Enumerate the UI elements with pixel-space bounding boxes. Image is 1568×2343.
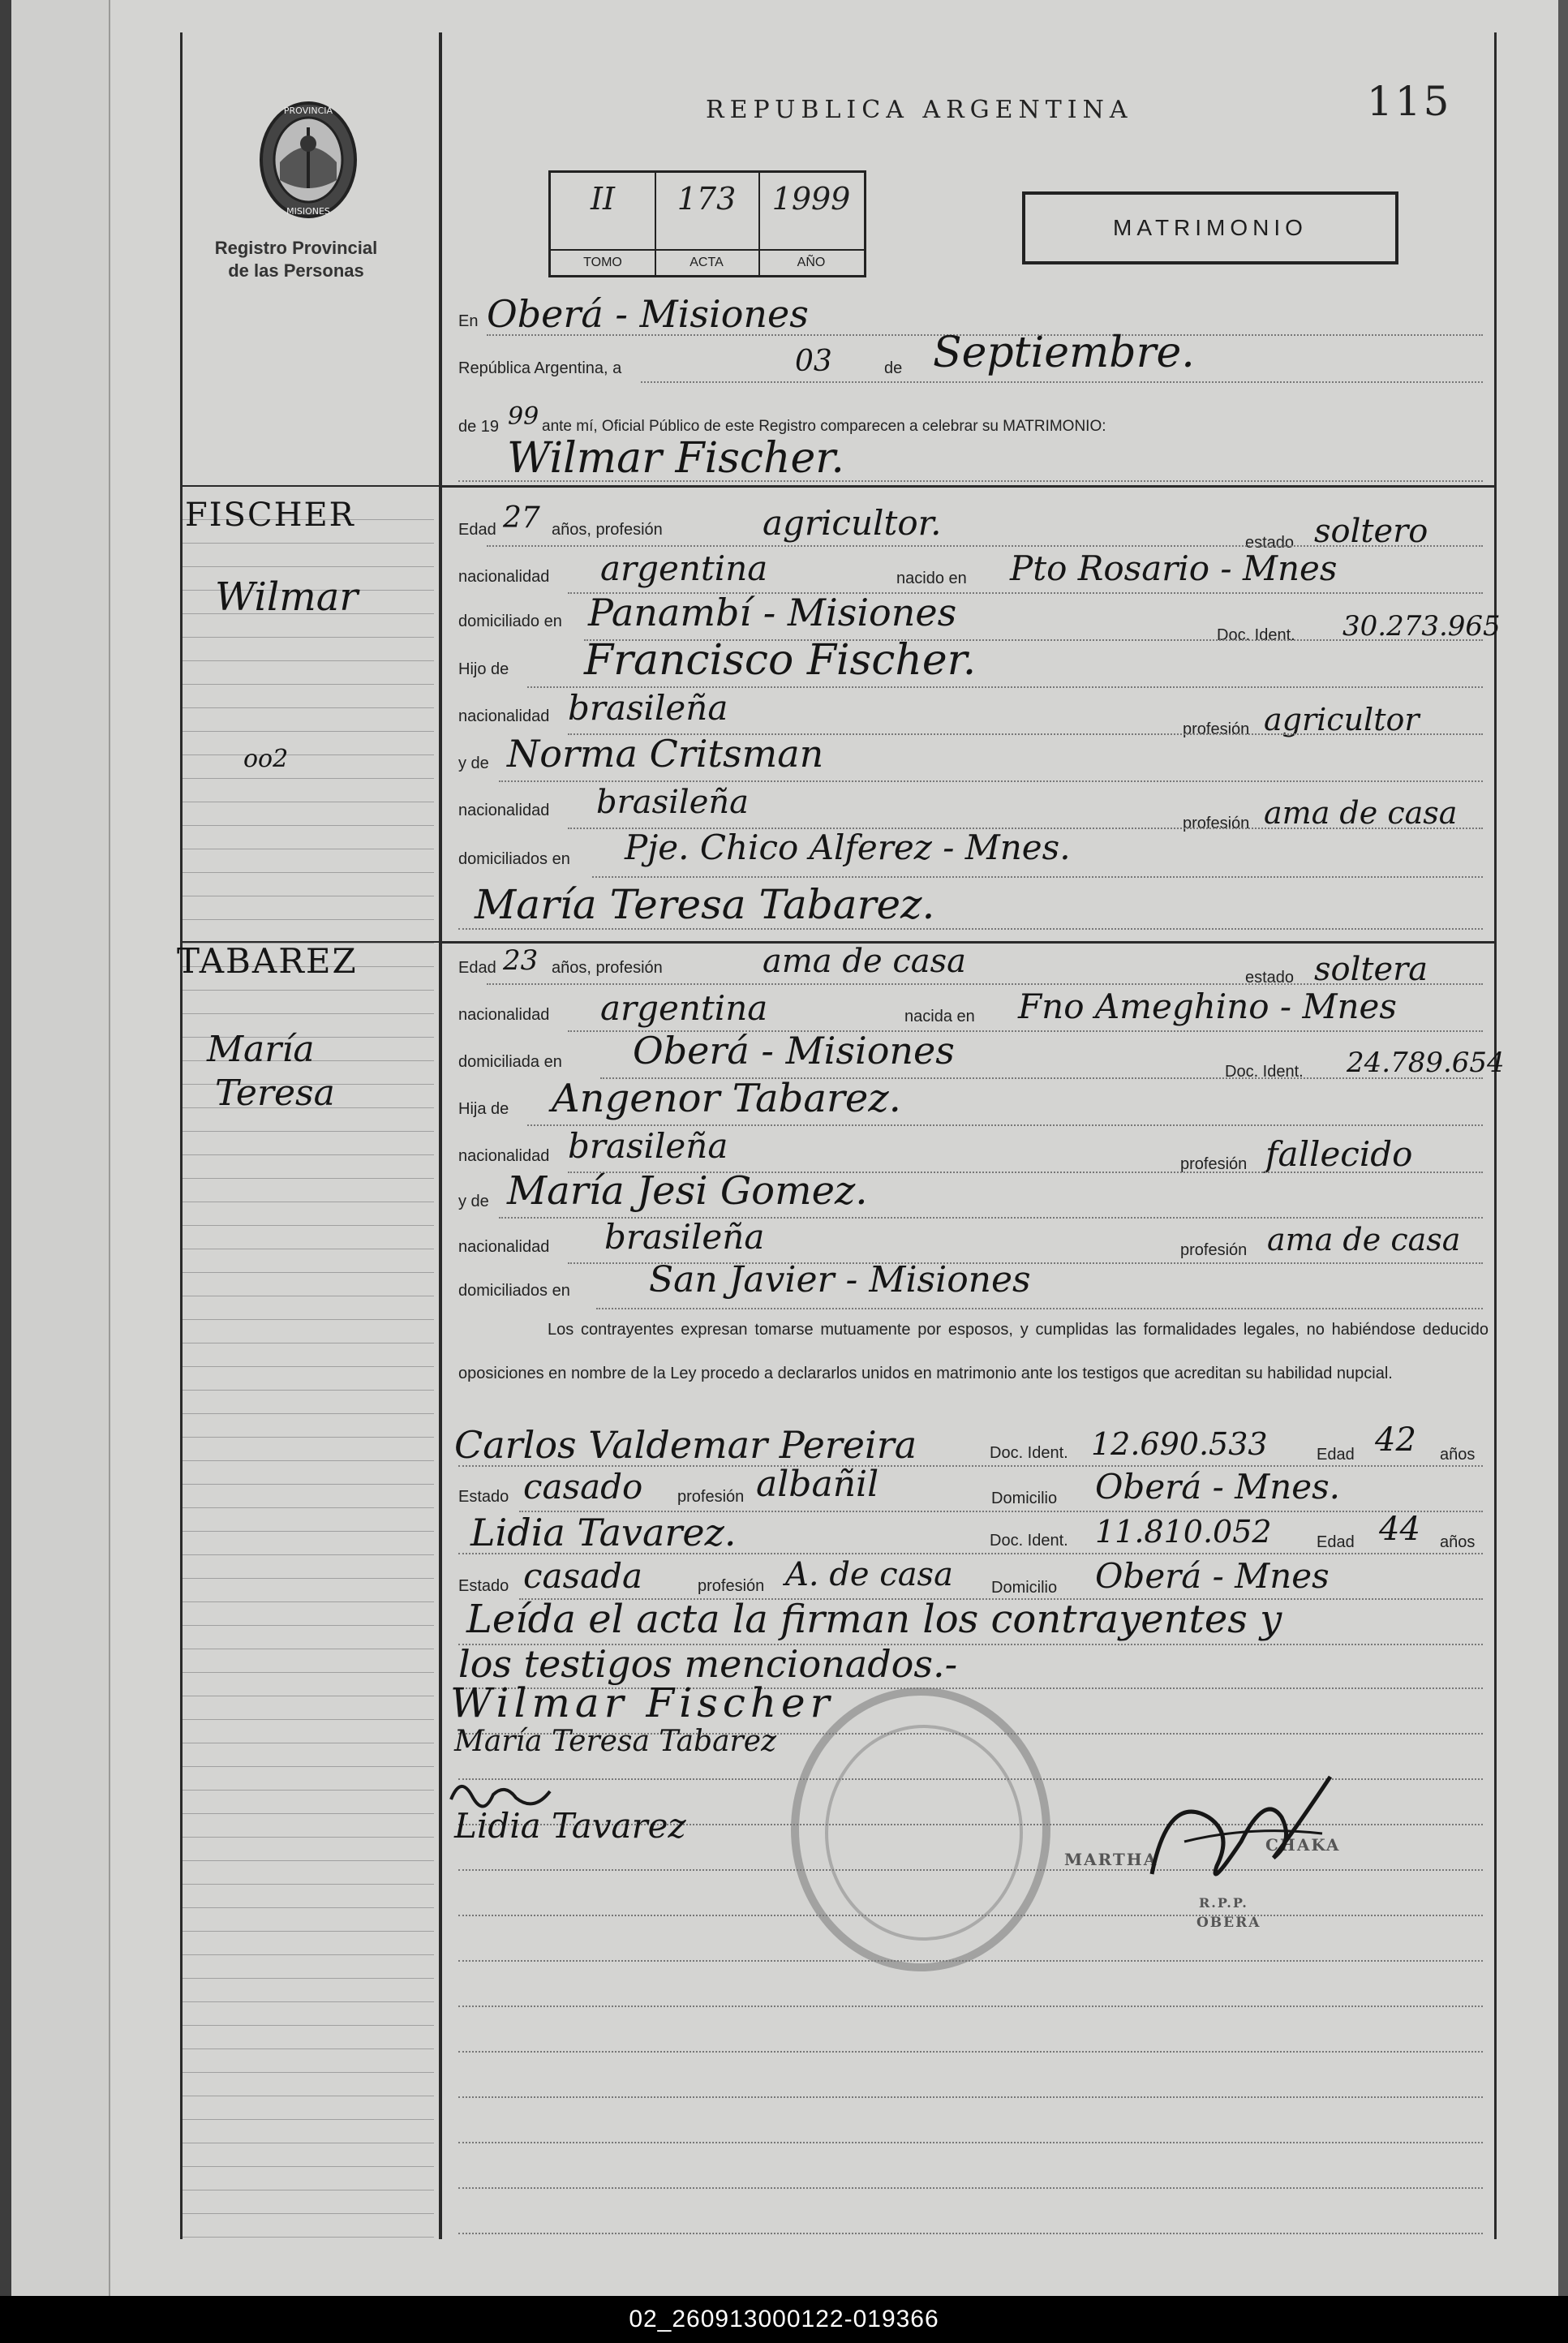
bride-margin-given-1: María [207,1029,315,1070]
bride-father: Angenor Tabarez. [552,1076,901,1121]
de-label: de [884,359,903,377]
margin-rule-line [183,731,434,732]
witness-2-estado-label: Estado [458,1577,509,1595]
witness-1-estado-label: Estado [458,1488,509,1506]
official-signature-icon [1136,1744,1347,1907]
republica-label: República Argentina, a [458,359,622,377]
groom-doc: 30.273.965 [1342,610,1501,643]
witness-2-anos-label: años [1440,1533,1476,1551]
groom-estado-label: estado [1245,534,1295,552]
right-frame-rule [1494,32,1497,2239]
groom-parents-dom-label: domiciliados en [458,850,570,868]
margin-rule-line [183,2119,434,2120]
record-number-box [548,170,866,277]
signature-bride: María Teresa Tabarez [454,1725,777,1758]
groom-father-nationality: brasileña [568,688,728,728]
bride-estado: soltera [1314,951,1428,988]
intro-day: 03 [795,345,832,378]
groom-margin-note: oo2 [243,745,289,773]
dotted-line [458,2096,1483,2098]
acta-cell [655,173,760,275]
signature-witness-2: Lidia Tavarez [454,1806,686,1846]
groom-parents-domicile: Pje. Chico Alferez - Mnes. [625,828,1071,867]
bride-nat-label: nacionalidad [458,1006,550,1024]
scan-id-footer: 02_260913000122-019366 [0,2296,1568,2343]
margin-rule-line [183,2025,434,2026]
witness-2-doc: 11.810.052 [1095,1514,1272,1550]
witness-2-name: Lidia Tavarez. [470,1511,737,1554]
witness-2-age: 44 [1379,1511,1420,1548]
margin-left-rule [180,32,183,2239]
margin-rule-line [183,1766,434,1767]
dotted-line [641,381,1483,383]
margin-rule-line [183,1131,434,1132]
witness-2-profession: A. de casa [785,1556,953,1593]
bride-parents-dom-label: domiciliados en [458,1282,570,1300]
document-type-box: MATRIMONIO [1022,191,1398,264]
margin-rule-line [183,1154,434,1155]
bride-doc-label: Doc. Ident. [1225,1063,1304,1081]
groom-yde-label: y de [458,754,489,772]
groom-dom-label: domiciliado en [458,613,562,630]
margin-rule-line [183,1413,434,1414]
groom-domicile: Panambí - Misiones [588,591,957,634]
margin-rule-line [183,825,434,826]
logo-text-top: PROVINCIA [283,105,333,116]
bride-birthplace: Fno Ameghino - Mnes [1018,987,1397,1026]
witness-2-estado: casada [523,1556,643,1596]
bride-hija-label: Hija de [458,1100,509,1118]
witness-2-edad-label: Edad [1317,1533,1355,1551]
bride-doc: 24.789.654 [1347,1047,1505,1079]
names-line: Wilmar Fischer. [507,434,844,483]
margin-rule-line [183,754,434,755]
groom-father-prof-label: profesión [1183,720,1250,738]
margin-rule-line [183,1837,434,1838]
margin-rule-line [183,1672,434,1673]
witness-1-anos-label: años [1440,1446,1476,1464]
anio-label: AÑO [758,249,864,275]
groom-father-nat-label: nacionalidad [458,707,550,725]
dotted-line [458,928,1483,930]
bride-dom-label: domiciliada en [458,1053,562,1071]
page-number: 115 [1367,78,1452,125]
margin-divider-groom [183,485,439,487]
province-coat-of-arms-icon [256,99,361,221]
year-suffix: 99 [508,402,539,431]
closing-line-2: los testigos mencionados.- [458,1642,958,1686]
witness-2-domicile: Oberá - Mnes [1095,1556,1330,1596]
groom-mother-profession: ama de casa [1264,795,1458,831]
en-label: En [458,312,479,330]
official-stamp-line-2: CHAKA [1265,1835,1341,1855]
witness-1-prof-label: profesión [677,1488,745,1506]
bride-father-nat-label: nacionalidad [458,1147,550,1165]
groom-profession: agricultor. [763,503,942,543]
acta-label: ACTA [655,249,758,275]
book-spine [0,0,11,2296]
tomo-value: II [590,181,616,217]
witness-1-name: Carlos Valdemar Pereira [454,1423,917,1467]
dotted-line [458,480,1483,482]
margin-rule-line [183,1013,434,1014]
intro-statement: ante mí, Oficial Público de este Registro comparecen a celebrar su MATRIMONIO: [542,418,1106,435]
margin-rule-line [183,919,434,920]
groom-age: 27 [503,501,540,535]
bride-father-prof-label: profesión [1180,1155,1248,1173]
margin-rule-line [183,566,434,567]
groom-mother-prof-label: profesión [1183,815,1250,832]
bride-mother-prof-label: profesión [1180,1241,1248,1259]
bride-mother-nat-label: nacionalidad [458,1238,550,1256]
bride-mother-nationality: brasileña [604,1217,765,1257]
groom-mother-nationality: brasileña [596,784,749,821]
margin-rule-line [183,1507,434,1508]
margin-rule-line [183,1790,434,1791]
margin-rule-line [183,1578,434,1579]
margin-rule-line [183,1907,434,1908]
year-prefix: de 19 [458,418,500,436]
witness-2-prof-label: profesión [698,1577,765,1595]
margin-rule-line [183,1813,434,1814]
closing-line-1: Leída el acta la firman los contrayentes y [466,1597,1282,1642]
logo-text-bottom: MISIONES [286,206,330,217]
groom-nationality: argentina [600,548,768,588]
page-right-edge [1558,0,1568,2296]
margin-rule-line [183,1554,434,1555]
margin-rule-line [183,2166,434,2167]
margin-rule-line [183,1860,434,1861]
intro-place: Oberá - Misiones [487,292,809,336]
margin-rule-line [183,990,434,991]
witness-1-domicile: Oberá - Mnes. [1095,1467,1340,1507]
intro-month: Septiembre. [933,329,1195,377]
dotted-line [458,2233,1483,2234]
section-divider-bride [439,941,1495,944]
bride-name-line: María Teresa Tabarez. [475,881,935,928]
witness-1-doc-label: Doc. Ident. [990,1444,1068,1462]
margin-rule-line [183,1954,434,1955]
margin-rule-line [183,2213,434,2214]
margin-rule-line [183,1225,434,1226]
groom-father-profession: agricultor [1264,702,1420,737]
groom-father: Francisco Fischer. [584,636,977,685]
groom-anos-profesion-label: años, profesión [552,521,663,539]
country-title: REPUBLICA ARGENTINA [706,96,1133,124]
official-stamp-line-3: R.P.P. [1199,1895,1248,1911]
margin-rule-line [183,1601,434,1602]
witness-1-estado: casado [523,1467,643,1507]
page-left-margin [11,0,110,2296]
margin-rule-line [183,1931,434,1932]
dotted-line [487,983,1483,985]
margin-rule-line [183,2237,434,2238]
official-stamp-line-4: OBERA [1196,1915,1261,1931]
bride-estado-label: estado [1245,969,1295,987]
bride-yde-label: y de [458,1193,489,1210]
groom-nacido-label: nacido en [896,570,967,587]
margin-rule-line [183,1390,434,1391]
dotted-line [458,2006,1483,2007]
margin-rule-line [183,1366,434,1367]
declaration-text: Los contrayentes expresan tomarse mutuamente por esposos, y cumplidas las formalidades legales, no habiéndose deducido oposiciones en nombre de la Ley procedo a declararlos unidos en matrimonio ante los testigos que acreditan su habilidad nupcial. [458,1321,1489,1382]
margin-rule-line [183,778,434,779]
tomo-cell [551,173,656,275]
groom-margin-given: Wilmar [215,574,359,620]
groom-edad-label: Edad [458,521,496,539]
witness-1-profession: albañil [756,1464,879,1505]
witness-1-domicilio-label: Domicilio [991,1490,1058,1507]
groom-mother-nat-label: nacionalidad [458,802,550,819]
bride-domicile: Oberá - Misiones [633,1029,955,1073]
margin-rule-line [183,2001,434,2002]
groom-estado: soltero [1314,513,1428,550]
margin-rule-line [183,1719,434,1720]
bride-margin-given-2: Teresa [215,1073,335,1114]
bride-mother-profession: ama de casa [1267,1222,1461,1257]
bride-father-profession: fallecido [1265,1134,1413,1174]
bride-edad-label: Edad [458,959,496,977]
bride-nacida-label: nacida en [904,1008,975,1025]
margin-rule-line [183,1484,434,1485]
witness-2-doc-label: Doc. Ident. [990,1532,1068,1550]
tomo-label: TOMO [551,249,655,275]
margin-rule-line [183,1272,434,1273]
margin-rule-line [183,637,434,638]
groom-mother: Norma Critsman [507,732,824,776]
margin-rule-line [183,1884,434,1885]
margin-rule-line [183,660,434,661]
bride-margin-surname: TABAREZ [177,941,358,981]
bride-father-nationality: brasileña [568,1126,728,1166]
dotted-line [499,780,1483,782]
margin-rule-line [183,707,434,708]
witness-1-doc: 12.690.533 [1091,1426,1268,1462]
bride-anos-profesion-label: años, profesión [552,959,663,977]
groom-margin-surname: FISCHER [185,497,355,534]
margin-rule-line [183,1531,434,1532]
margin-rule-line [183,1437,434,1438]
dotted-line [487,545,1483,547]
witness-2-domicilio-label: Domicilio [991,1579,1058,1597]
bride-mother: María Jesi Gomez. [507,1168,868,1214]
groom-nat-label: nacionalidad [458,568,550,586]
margin-rule-line [183,2072,434,2073]
witness-1-edad-label: Edad [1317,1446,1355,1464]
groom-birthplace: Pto Rosario - Mnes [1010,548,1338,588]
margin-rule-line [183,1625,434,1626]
bride-profession: ama de casa [763,943,966,980]
signature-groom: Wilmar Fischer [450,1679,835,1726]
bride-age: 23 [503,944,539,977]
bride-nationality: argentina [600,988,768,1028]
acta-value: 173 [677,181,737,217]
official-stamp-line-1: MARTHA [1064,1850,1158,1869]
margin-rule-line [183,1460,434,1461]
anio-cell [758,173,864,275]
margin-rule-line [183,684,434,685]
dotted-line [458,2187,1483,2189]
groom-hijo-label: Hijo de [458,660,509,678]
margin-rule-line [183,543,434,544]
registry-name: Registro Provincial de las Personas [214,238,378,281]
dotted-line [458,2051,1483,2053]
margin-rule-line [183,1319,434,1320]
dotted-line [592,876,1483,878]
official-seal-stamp [791,1687,1050,1971]
witness-1-age: 42 [1375,1421,1416,1459]
dotted-line [458,2142,1483,2143]
margin-rule-line [183,1978,434,1979]
section-divider-groom [439,485,1495,488]
margin-divider-rule [439,32,442,2239]
dotted-line [458,1553,1483,1554]
margin-rule-line [183,1178,434,1179]
groom-doc-label: Doc. Ident. [1217,626,1295,644]
anio-value: 1999 [771,181,851,217]
margin-rule-line [183,872,434,873]
bride-parents-domicile: San Javier - Misiones [649,1259,1031,1300]
